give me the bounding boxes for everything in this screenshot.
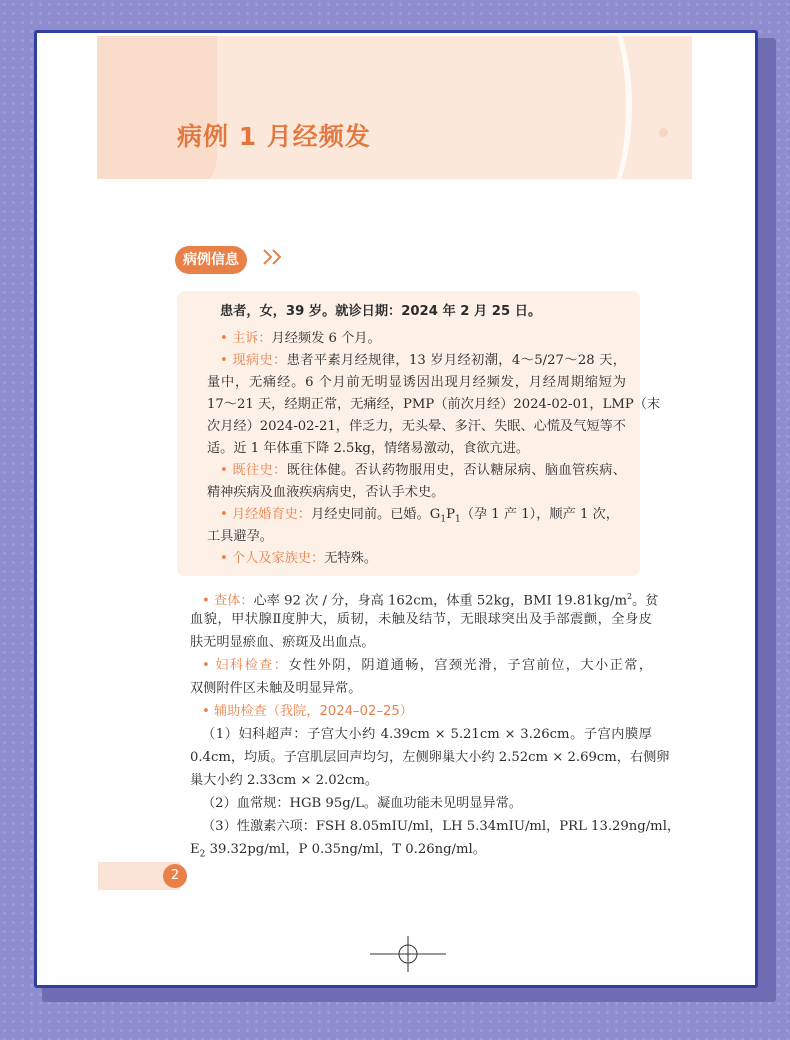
double-chevron-icon xyxy=(261,247,287,272)
present-history-line: 量中，无痛经。6 个月前无明显诱因出现月经频发，月经周期缩短为 xyxy=(207,375,626,390)
menstrual-history-label: • 月经婚育史： xyxy=(220,507,312,522)
case-info-box xyxy=(177,291,661,576)
para-subscript: 1 xyxy=(454,514,461,525)
gyn-exam-text: 女性外阴，阴道通畅，宫颈光滑，子宫前位，大小正常， xyxy=(288,658,652,673)
header-decoration-dot xyxy=(659,128,668,137)
blood-test-line: （2）血常规：HGB 95g/L。凝血功能未见明显异常。 xyxy=(202,796,523,811)
ultrasound-line: 巢大小约 2.33cm × 2.02cm。 xyxy=(190,773,379,788)
physical-exam-text: 心率 92 次 / 分，身高 162cm，体重 52kg，BMI 19.81kg/m xyxy=(253,593,627,609)
physical-exam-line: 血貌，甲状腺Ⅱ度肿大，质韧，未触及结节，无眼球突出及手部震颤，全身皮 xyxy=(190,612,652,627)
ultrasound-line: （1）妇科超声：子宫大小约 4.39cm × 5.21cm × 3.26cm。子宫内膜厚 xyxy=(202,727,652,742)
aux-exam-label: • 辅助检查（我院，2024–02–25） xyxy=(202,704,413,719)
page-number: 2 xyxy=(163,864,187,888)
estradiol-subscript: 2 xyxy=(199,849,206,860)
squared-superscript: 2 xyxy=(627,592,633,601)
menstrual-history-line: 工具避孕。 xyxy=(207,529,273,544)
header-decoration-arc xyxy=(546,36,632,179)
hormone-text: E xyxy=(190,842,200,857)
hormone-line xyxy=(190,839,486,866)
gyn-exam-line: 双侧附件区未触及明显异常。 xyxy=(190,681,362,696)
hormone-text: 39.32pg/ml，P 0.35ng/ml，T 0.26ng/ml。 xyxy=(205,842,486,857)
menstrual-history-text: （孕 1 产 1），顺产 1 次， xyxy=(460,507,619,522)
chief-complaint-label: • 主诉： xyxy=(220,331,272,346)
present-history-text: 患者平素月经规律，13 岁月经初潮，4～5/27～28 天， xyxy=(286,353,626,368)
crop-mark-icon xyxy=(370,936,446,972)
physical-exam-text: 。贫 xyxy=(632,593,659,609)
patient-line: 患者，女，39 岁。就诊日期：2024 年 2 月 25 日。 xyxy=(220,304,542,319)
present-history-label: • 现病史： xyxy=(220,353,287,368)
family-history-label: • 个人及家族史： xyxy=(220,551,325,566)
past-history-line: 精神疾病及血液疾病病史，否认手术史。 xyxy=(207,485,445,500)
present-history-line: 次月经）2024-02-21，伴乏力，无头晕、多汗、失眠、心慌及气短等不 xyxy=(207,419,626,434)
chief-complaint xyxy=(220,328,381,350)
menstrual-history-text: P xyxy=(446,507,455,522)
family-history xyxy=(220,548,377,570)
present-history-line: 适。近 1 年体重下降 2.5kg，情绪易激动，食欲亢进。 xyxy=(207,441,530,456)
menstrual-history-text: 月经史同前。已婚。G xyxy=(311,507,441,522)
chief-complaint-text: 月经频发 6 个月。 xyxy=(271,331,381,346)
family-history-text: 无特殊。 xyxy=(324,551,378,566)
section-tag: 病例信息 xyxy=(175,246,247,274)
present-history-line: 17～21 天，经期正常，无痛经，PMP（前次月经）2024-02-01，LMP（末 xyxy=(207,397,661,412)
ultrasound-line: 0.4cm，均质。子宫肌层回声均匀，左侧卵巢大小约 2.52cm × 2.69cm，右侧卵 xyxy=(190,750,670,765)
past-history-label: • 既往史： xyxy=(220,463,287,478)
gyn-exam xyxy=(202,655,652,677)
document-page xyxy=(34,30,758,988)
physical-exam-line: 肤无明显瘀血、瘀斑及出血点。 xyxy=(190,635,375,650)
present-history xyxy=(220,350,626,372)
header-decoration-blob xyxy=(97,36,217,179)
physical-exam-label: • 查体： xyxy=(202,593,254,609)
past-history xyxy=(220,460,626,482)
hormone-line: （3）性激素六项：FSH 8.05mIU/ml，LH 5.34mIU/ml，PRL 13.29ng/ml， xyxy=(202,819,681,834)
case-title: 病例 1 月经频发 xyxy=(177,122,371,151)
gyn-exam-label: • 妇科检查： xyxy=(202,658,289,673)
gravida-subscript: 1 xyxy=(440,514,447,525)
past-history-text: 既往体健。否认药物服用史，否认糖尿病、脑血管疾病、 xyxy=(286,463,626,478)
menstrual-history xyxy=(220,504,619,531)
header-banner xyxy=(97,36,692,179)
